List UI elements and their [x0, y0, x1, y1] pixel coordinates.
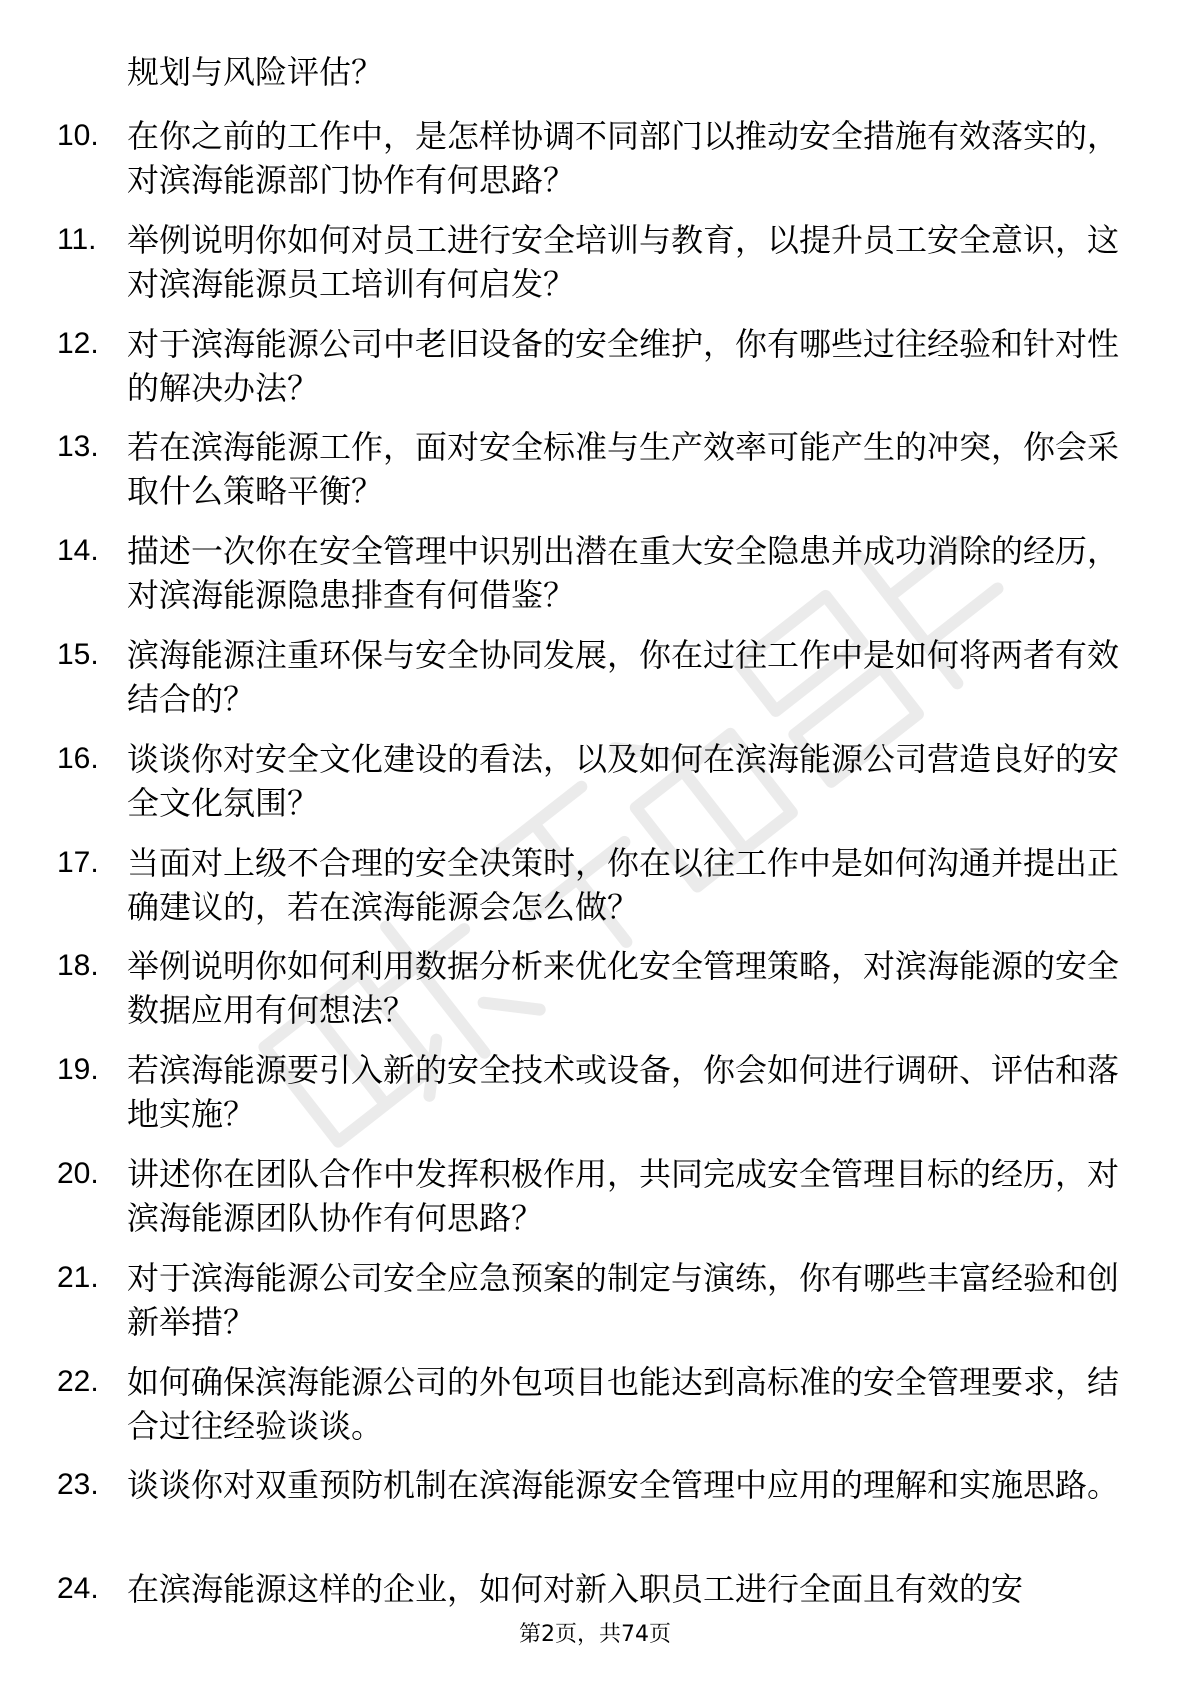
question-number: 10. — [57, 119, 99, 152]
question-text: 对于滨海能源公司安全应急预案的制定与演练，你有哪些丰富经验和创新举措？ — [127, 1258, 1120, 1341]
list-item — [0, 1256, 1190, 1360]
question-text: 在滨海能源这样的企业，如何对新入职员工进行全面且有效的安 — [127, 1570, 1024, 1609]
list-item — [0, 322, 1190, 426]
question-text: 谈谈你对双重预防机制在滨海能源安全管理中应用的理解和实施思路。 — [127, 1466, 1120, 1505]
question-list — [0, 114, 1190, 1671]
question-number: 17. — [57, 845, 99, 879]
list-item — [0, 633, 1190, 737]
page-footer: 第2页，共74页 — [519, 1622, 671, 1647]
list-item — [0, 529, 1190, 633]
question-text: 滨海能源注重环保与安全协同发展，你在过往工作中是如何将两者有效结合的？ — [127, 635, 1120, 718]
question-text: 当面对上级不合理的安全决策时，你在以往工作中是如何沟通并提出正确建议的，若在滨海能源会怎么做？ — [127, 843, 1120, 926]
question-number: 13. — [57, 430, 99, 464]
question-text: 如何确保滨海能源公司的外包项目也能达到高标准的安全管理要求，结合过往经验谈谈。 — [127, 1362, 1120, 1445]
question-number: 20. — [57, 1156, 99, 1190]
question-number: 21. — [57, 1260, 99, 1294]
question-number: 22. — [57, 1364, 99, 1398]
question-number: 11. — [57, 222, 97, 256]
question-number: 12. — [57, 326, 99, 360]
question-number: 14. — [57, 534, 99, 568]
question-text: 谈谈你对安全文化建设的看法，以及如何在滨海能源公司营造良好的安全文化氛围？ — [127, 739, 1120, 822]
list-item — [0, 114, 1190, 218]
question-text: 若滨海能源要引入新的安全技术或设备，你会如何进行调研、评估和落地实施？ — [127, 1051, 1120, 1134]
list-item — [0, 841, 1190, 945]
question-number: 16. — [57, 741, 99, 775]
list-item — [0, 1360, 1190, 1464]
question-number: 23. — [57, 1468, 99, 1502]
question-text: 对于滨海能源公司中老旧设备的安全维护，你有哪些过往经验和针对性的解决办法？ — [127, 324, 1120, 407]
list-item — [0, 737, 1190, 841]
list-item — [0, 218, 1190, 322]
question-number: 19. — [57, 1053, 99, 1087]
list-item — [0, 1152, 1190, 1256]
continuation-text: 规划与风险评估？ — [127, 53, 384, 91]
question-number: 15. — [57, 637, 99, 671]
question-number: 24. — [57, 1572, 99, 1606]
question-number: 18. — [57, 949, 99, 983]
question-text: 在你之前的工作中，是怎样协调不同部门以推动安全措施有效落实的，对滨海能源部门协作有何思路？ — [127, 117, 1120, 199]
list-item — [0, 1048, 1190, 1152]
question-text: 举例说明你如何利用数据分析来优化安全管理策略，对滨海能源的安全数据应用有何想法？ — [127, 947, 1120, 1030]
question-text: 讲述你在团队合作中发挥积极作用，共同完成安全管理目标的经历，对滨海能源团队协作有何思路？ — [127, 1154, 1120, 1237]
list-item — [0, 425, 1190, 529]
list-item — [0, 1463, 1190, 1567]
question-text: 举例说明你如何对员工进行安全培训与教育，以提升员工安全意识，这对滨海能源员工培训有何启发？ — [127, 220, 1120, 303]
question-text: 描述一次你在安全管理中识别出潜在重大安全隐患并成功消除的经历，对滨海能源隐患排查有何借鉴？ — [127, 532, 1120, 615]
question-text: 若在滨海能源工作，面对安全标准与生产效率可能产生的冲突，你会采取什么策略平衡？ — [127, 428, 1120, 511]
list-item — [0, 944, 1190, 1048]
